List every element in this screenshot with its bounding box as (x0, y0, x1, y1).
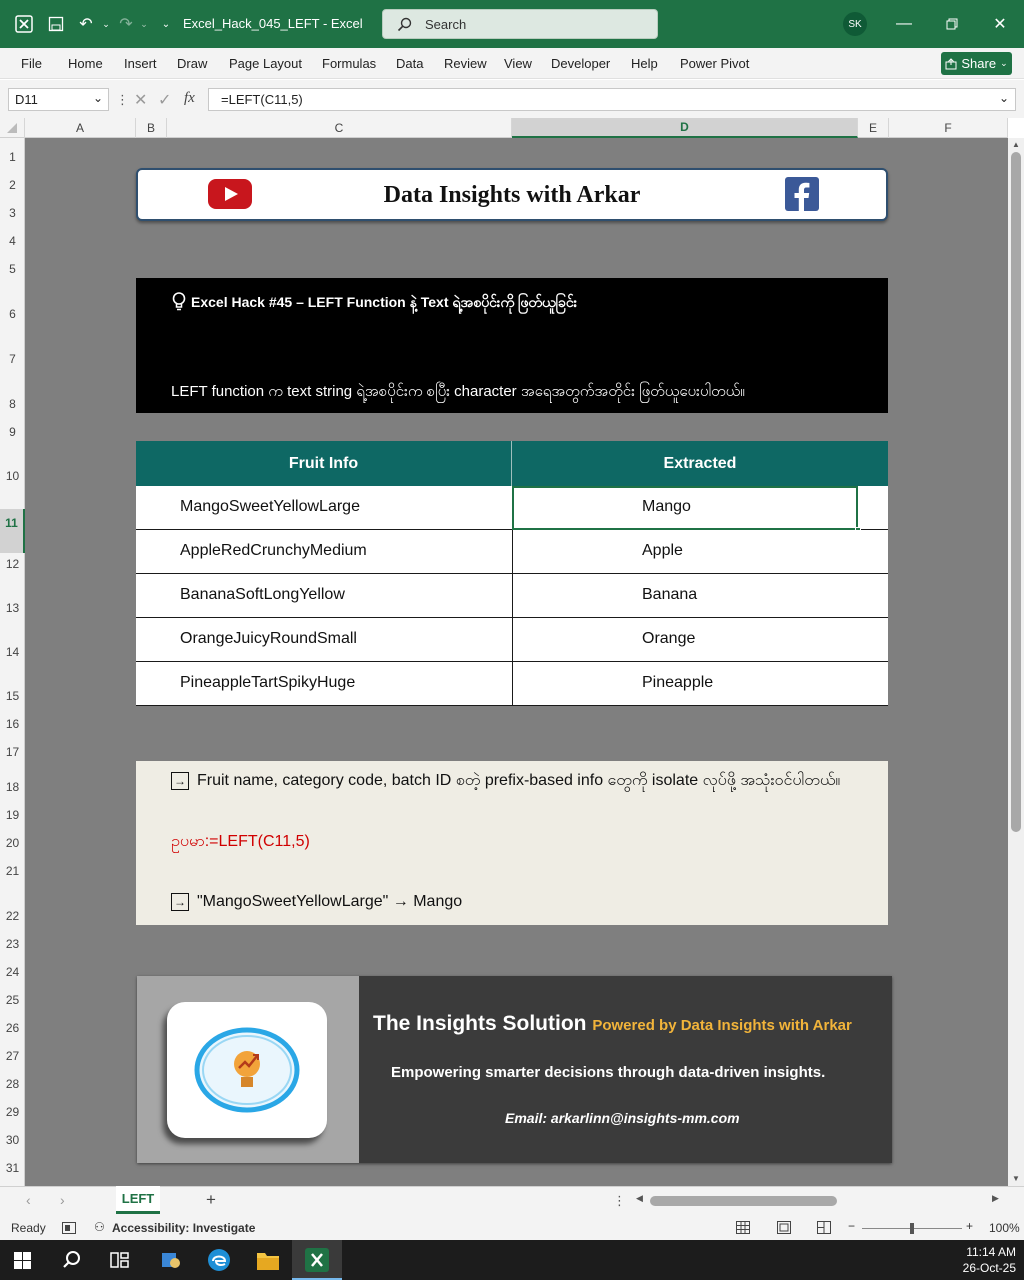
column-header-c[interactable]: C (167, 118, 512, 138)
extracted-cell[interactable]: Apple (642, 542, 683, 559)
scroll-down-icon[interactable]: ▼ (1012, 1174, 1020, 1183)
name-box[interactable] (8, 88, 109, 111)
banner-title: Data Insights with Arkar (383, 182, 641, 208)
row-header[interactable]: 15 (5, 689, 20, 703)
clock-date: 26-Oct-25 (962, 1261, 1016, 1275)
sheet-tab-left[interactable]: LEFT (116, 1186, 160, 1214)
status-ready: Ready (11, 1221, 46, 1235)
row-header[interactable]: 30 (5, 1133, 20, 1147)
accessibility-icon: ⚇ (94, 1220, 105, 1234)
usage-note-text: Fruit name, category code, batch ID စတဲ့ prefix-based info တွေကို isolate လုပ်ဖို့ အသုံးဝင်ပါတယ်။ (197, 772, 841, 789)
row-header[interactable]: 16 (5, 717, 20, 731)
excel-logo-icon (12, 12, 36, 36)
extracted-cell[interactable]: Pineapple (642, 674, 714, 691)
zoom-level[interactable]: 100% (989, 1221, 1020, 1235)
row-header[interactable]: 10 (5, 469, 20, 483)
row-header[interactable]: 22 (5, 909, 20, 923)
redo-dropdown-icon[interactable]: ⌄ (140, 18, 148, 29)
zoom-out-icon[interactable]: − (848, 1219, 856, 1233)
footer-email[interactable]: Email: arkarlinn@insights-mm.com (505, 1110, 740, 1126)
macro-record-icon[interactable] (62, 1222, 76, 1234)
footer-tagline: Empowering smarter decisions through data-driven insights. (391, 1064, 826, 1081)
fruit-info-cell[interactable]: AppleRedCrunchyMedium (180, 542, 367, 559)
extracted-cell[interactable]: Orange (642, 630, 696, 647)
tab-view[interactable]: View (504, 56, 532, 71)
footer-powered-by: Powered by Data Insights with Arkar (592, 1017, 852, 1034)
row-header[interactable]: 26 (5, 1021, 20, 1035)
row-header[interactable]: 25 (5, 993, 20, 1007)
search-box[interactable] (382, 9, 658, 39)
arrow-box-icon: → (171, 772, 189, 790)
share-label: Share (961, 56, 997, 71)
tab-data[interactable]: Data (396, 56, 424, 71)
taskbar-search-icon[interactable] (62, 1250, 82, 1270)
row-header[interactable]: 18 (5, 780, 20, 794)
confirm-entry-icon[interactable]: ✓ (158, 92, 172, 109)
column-header-d[interactable]: D (512, 118, 858, 138)
scroll-up-icon[interactable]: ▲ (1012, 140, 1020, 149)
column-header-f[interactable]: F (889, 118, 1008, 138)
table-row (136, 574, 888, 618)
tab-developer[interactable]: Developer (551, 56, 611, 71)
share-dropdown-icon: ⌄ (1000, 58, 1008, 68)
notes-box (136, 761, 888, 925)
row-header[interactable]: 20 (5, 836, 20, 850)
table-row (136, 486, 888, 530)
lightbulb-icon (172, 292, 186, 311)
title-bar (0, 0, 1024, 48)
customize-toolbar-icon[interactable]: ⌄ (161, 18, 171, 30)
row-header[interactable]: 21 (5, 864, 20, 878)
row-header[interactable]: 27 (5, 1049, 20, 1063)
fruit-info-cell[interactable]: BananaSoftLongYellow (180, 586, 345, 603)
tab-draw[interactable]: Draw (177, 56, 208, 71)
windows-start-icon[interactable] (14, 1252, 31, 1269)
name-box-value: D11 (15, 92, 38, 107)
vertical-scroll-thumb[interactable] (1011, 152, 1021, 832)
header-fruit-info[interactable]: Fruit Info (136, 441, 512, 486)
formula-input[interactable] (208, 88, 1016, 111)
tab-power-pivot[interactable]: Power Pivot (680, 56, 750, 71)
row-header[interactable]: 9 (9, 425, 16, 439)
tab-help[interactable]: Help (631, 56, 658, 71)
share-icon (945, 58, 957, 70)
table-row (136, 662, 888, 706)
taskbar-people-icon[interactable] (160, 1249, 182, 1271)
tab-file[interactable]: File (21, 56, 42, 71)
hack-title: Excel Hack #45 – LEFT Function နဲ့ Text ရဲ့အစပိုင်းကို ဖြတ်ယူခြင်း (191, 294, 578, 310)
search-placeholder: Search (425, 17, 467, 32)
expand-formula-icon[interactable]: ⌄ (998, 91, 1009, 105)
hack-description: LEFT function က text string ရဲ့အစပိုင်းက စပြီး character အရေအတွက်အတိုင်း ဖြတ်ယူပေးပါတယ်။ (171, 383, 745, 400)
cancel-entry-icon[interactable]: ✕ (134, 92, 148, 109)
clock-time: 11:14 AM (966, 1245, 1016, 1259)
document-title: Excel_Hack_045_LEFT - Excel (183, 16, 363, 31)
excel-taskbar-button[interactable] (292, 1240, 342, 1280)
hack-description-box (136, 278, 888, 413)
fruit-info-cell[interactable]: MangoSweetYellowLarge (180, 498, 360, 515)
column-header-a[interactable]: A (25, 118, 136, 138)
horizontal-scroll-thumb[interactable] (650, 1196, 837, 1206)
table-row (136, 530, 888, 574)
row-header[interactable]: 12 (5, 557, 20, 571)
page-break-view-icon[interactable] (817, 1221, 831, 1234)
insert-function-icon[interactable]: fx (184, 90, 195, 106)
save-icon[interactable] (44, 12, 68, 36)
column-headers (0, 118, 1008, 138)
zoom-slider-thumb[interactable] (910, 1223, 914, 1234)
row-header[interactable]: 4 (9, 234, 16, 248)
undo-icon[interactable]: ↶ (79, 16, 93, 33)
row-header[interactable]: 6 (9, 307, 16, 321)
result-note (171, 893, 462, 911)
row-header[interactable]: 5 (9, 262, 16, 276)
fruit-info-cell[interactable]: PineappleTartSpikyHuge (180, 674, 356, 691)
row-header-selected[interactable]: 11 (0, 509, 25, 553)
header-extracted[interactable]: Extracted (512, 441, 888, 486)
row-header[interactable]: 28 (5, 1077, 20, 1091)
system-clock[interactable] (963, 1244, 1016, 1276)
table-row (136, 618, 888, 662)
column-header-e[interactable]: E (858, 118, 889, 138)
example-formula: ဥပမာ:=LEFT(C11,5) (171, 833, 310, 850)
ribbon-tabs (0, 48, 1024, 79)
add-sheet-icon[interactable]: + (206, 1190, 216, 1209)
undo-dropdown-icon[interactable]: ⌄ (102, 18, 110, 29)
restore-icon[interactable] (940, 12, 964, 36)
close-icon[interactable]: ✕ (993, 16, 1007, 33)
page-layout-view-icon[interactable] (777, 1221, 791, 1234)
column-header-b[interactable]: B (136, 118, 167, 138)
taskbar (0, 1240, 1024, 1280)
tab-review[interactable]: Review (444, 56, 487, 71)
search-icon (397, 17, 412, 32)
arrow-box-icon: → (171, 893, 189, 911)
minimize-icon[interactable]: — (896, 15, 912, 32)
file-explorer-icon[interactable] (256, 1249, 280, 1271)
redo-icon[interactable]: ↷ (119, 16, 133, 33)
prev-sheet-icon[interactable]: ‹ (26, 1192, 31, 1208)
row-header[interactable]: 14 (5, 645, 20, 659)
footer-title-text: The Insights Solution (373, 1012, 587, 1035)
facebook-icon[interactable] (785, 177, 819, 211)
row-header[interactable]: 31 (5, 1161, 20, 1175)
footer-card (137, 976, 892, 1163)
row-header[interactable]: 17 (5, 745, 20, 759)
logo-card (167, 1002, 327, 1138)
row-header[interactable]: 8 (9, 397, 16, 411)
tab-options-icon[interactable]: ⋮ (613, 1193, 626, 1208)
row-header[interactable]: 19 (5, 808, 20, 822)
row-header[interactable]: 1 (9, 150, 16, 164)
tab-insert[interactable]: Insert (124, 56, 157, 71)
row-header[interactable]: 29 (5, 1105, 20, 1119)
extracted-cell[interactable]: Banana (642, 586, 698, 603)
tab-page-layout[interactable]: Page Layout (229, 56, 303, 71)
zoom-in-icon[interactable]: + (966, 1219, 974, 1233)
vertical-scrollbar[interactable] (1008, 138, 1024, 1186)
normal-view-icon[interactable] (736, 1221, 750, 1234)
tab-home[interactable]: Home (68, 56, 103, 71)
footer-logo-panel (137, 976, 359, 1163)
task-view-icon[interactable] (110, 1251, 130, 1269)
row-header[interactable]: 7 (9, 352, 16, 366)
extracted-cell[interactable]: Mango (642, 498, 691, 515)
usage-note (171, 769, 840, 793)
banner (136, 168, 888, 221)
footer-title (373, 1012, 852, 1036)
row-header[interactable]: 23 (5, 937, 20, 951)
name-box-dropdown-icon[interactable]: ⌄ (92, 91, 103, 105)
result-note-text: "MangoSweetYellowLarge" → Mango (197, 893, 463, 910)
scroll-left-icon[interactable]: ◀ (636, 1193, 643, 1203)
scroll-right-icon[interactable]: ▶ (992, 1193, 999, 1203)
fruit-info-cell[interactable]: OrangeJuicyRoundSmall (180, 630, 357, 647)
row-header[interactable]: 3 (9, 206, 16, 220)
user-avatar[interactable]: SK (843, 12, 867, 36)
accessibility-status[interactable]: Accessibility: Investigate (112, 1221, 256, 1235)
excel-app-icon (305, 1248, 329, 1272)
row-header[interactable]: 13 (5, 601, 20, 615)
row-header[interactable]: 24 (5, 965, 20, 979)
status-bar (0, 1216, 1024, 1240)
insights-logo-icon (189, 1020, 305, 1120)
selected-cell-d11[interactable] (512, 486, 858, 530)
edge-browser-icon[interactable] (207, 1248, 231, 1272)
share-button[interactable] (941, 52, 1012, 75)
next-sheet-icon[interactable]: › (60, 1192, 65, 1208)
formula-text: =LEFT(C11,5) (221, 92, 303, 107)
tab-formulas[interactable]: Formulas (322, 56, 377, 71)
row-headers (0, 138, 25, 1186)
select-all-corner[interactable] (0, 118, 25, 138)
row-header[interactable]: 2 (9, 178, 16, 192)
more-options-icon[interactable]: ⋮ (116, 92, 129, 107)
